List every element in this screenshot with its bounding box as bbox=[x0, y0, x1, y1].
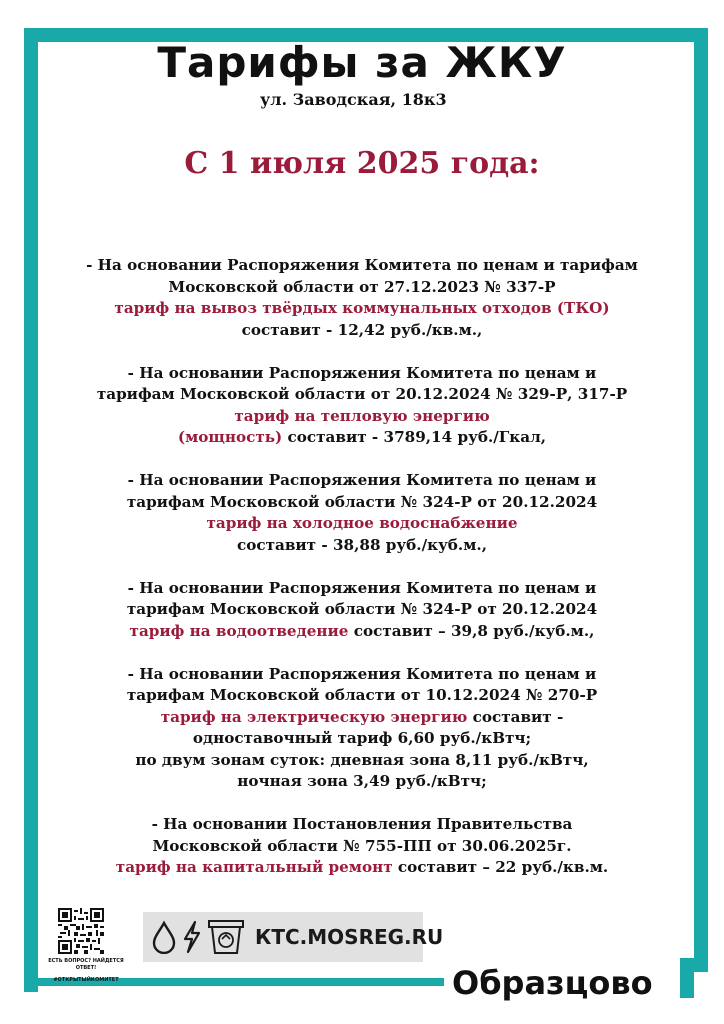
tariff-value: составит - 3789,14 руб./Гкал, bbox=[282, 428, 547, 446]
tariff-basis-doc: тарифам Московской области от 20.12.2024 № 329-Р, 317-Р bbox=[96, 385, 628, 403]
water-drop-icon bbox=[149, 920, 179, 954]
tariff-basis-doc: тарифам Московской области № 324-Р от 20.12.2024 bbox=[126, 600, 598, 618]
tariff-name: тариф на водоотведение bbox=[129, 621, 349, 640]
tariff-value-line bbox=[40, 857, 684, 879]
tariff-basis: - На основании Распоряжения Комитета по ценам и тарифам bbox=[86, 256, 638, 274]
tariff-basis: - На основании Постановления Правительства bbox=[151, 815, 573, 833]
tariff-block-capital-repair bbox=[40, 814, 684, 879]
page-title: Тарифы за ЖКУ bbox=[157, 38, 567, 87]
trash-bin-icon bbox=[205, 917, 247, 957]
address: ул. Заводская, 18к3 bbox=[260, 90, 447, 109]
tariff-basis-doc: тарифам Московской области от 10.12.2024 № 270-Р bbox=[126, 686, 598, 704]
tariff-value: составит – 22 руб./кв.м. bbox=[392, 858, 609, 876]
ktc-banner[interactable] bbox=[143, 912, 444, 962]
frame-right-tail bbox=[680, 958, 694, 998]
qr-code[interactable] bbox=[58, 908, 104, 954]
tariff-day-zone: по двум зонам суток: дневная зона 8,11 руб./кВтч, bbox=[135, 750, 589, 769]
tariff-basis-doc: тарифам Московской области № 324-Р от 20.12.2024 bbox=[126, 492, 598, 511]
tariff-block-cold-water bbox=[40, 470, 684, 556]
tariff-name: тариф на вывоз твёрдых коммунальных отходов (ТКО) bbox=[114, 299, 610, 317]
tariff-basis: - На основании Распоряжения Комитета по ценам и bbox=[127, 363, 597, 382]
tariff-value: составит - 12,42 руб./кв.м., bbox=[241, 320, 483, 339]
lightning-icon bbox=[181, 920, 203, 954]
qr-caption bbox=[38, 958, 134, 984]
ktc-site-link[interactable]: КТС.MOSREG.RU bbox=[255, 925, 444, 949]
qr-caption-question: ЕСТЬ ВОПРОС? НАЙДЕТСЯ ОТВЕТ! bbox=[48, 958, 124, 971]
tariff-list bbox=[40, 255, 684, 900]
tariff-basis: - На основании Распоряжения Комитета по ценам и bbox=[127, 578, 597, 597]
tariff-basis: - На основании Распоряжения Комитета по ценам и bbox=[127, 471, 597, 489]
qr-caption-hashtag: #ОТКРЫТЫЙКОМИТЕТ bbox=[53, 977, 119, 983]
tariff-value: составит - 38,88 руб./куб.м., bbox=[236, 535, 487, 554]
tariff-block-tko bbox=[40, 255, 684, 341]
tariff-single-rate: одноставочный тариф 6,60 руб./кВтч; bbox=[192, 729, 532, 747]
tariff-value: составит - bbox=[467, 707, 564, 726]
tariff-value-line bbox=[40, 707, 684, 729]
tariff-name: тариф на капитальный ремонт bbox=[115, 858, 393, 876]
tariff-night-zone: ночная зона 3,49 руб./кВтч; bbox=[237, 772, 487, 790]
tariff-name: тариф на холодное водоснабжение bbox=[206, 514, 518, 532]
tariff-block-heat bbox=[40, 363, 684, 449]
tariff-basis: - На основании Распоряжения Комитета по ценам и bbox=[127, 664, 597, 683]
tariff-name: тариф на тепловую энергию bbox=[234, 406, 490, 425]
tariff-name-cont: (мощность) bbox=[177, 428, 283, 446]
tariff-value-line bbox=[40, 427, 684, 449]
tariff-basis-doc: Московской области от 27.12.2023 № 337-Р bbox=[168, 277, 556, 296]
tariff-name: тариф на электрическую энергию bbox=[160, 707, 468, 726]
tariff-basis-doc: Московской области № 755-ПП от 30.06.2025г. bbox=[152, 836, 572, 855]
place-name: Образцово bbox=[452, 964, 653, 1002]
tariff-block-electricity bbox=[40, 664, 684, 793]
date-heading: С 1 июля 2025 года: bbox=[184, 146, 540, 181]
tariff-block-sewage bbox=[40, 578, 684, 643]
tariff-value: составит – 39,8 руб./куб.м., bbox=[348, 621, 595, 640]
tariff-value-line bbox=[40, 621, 684, 643]
